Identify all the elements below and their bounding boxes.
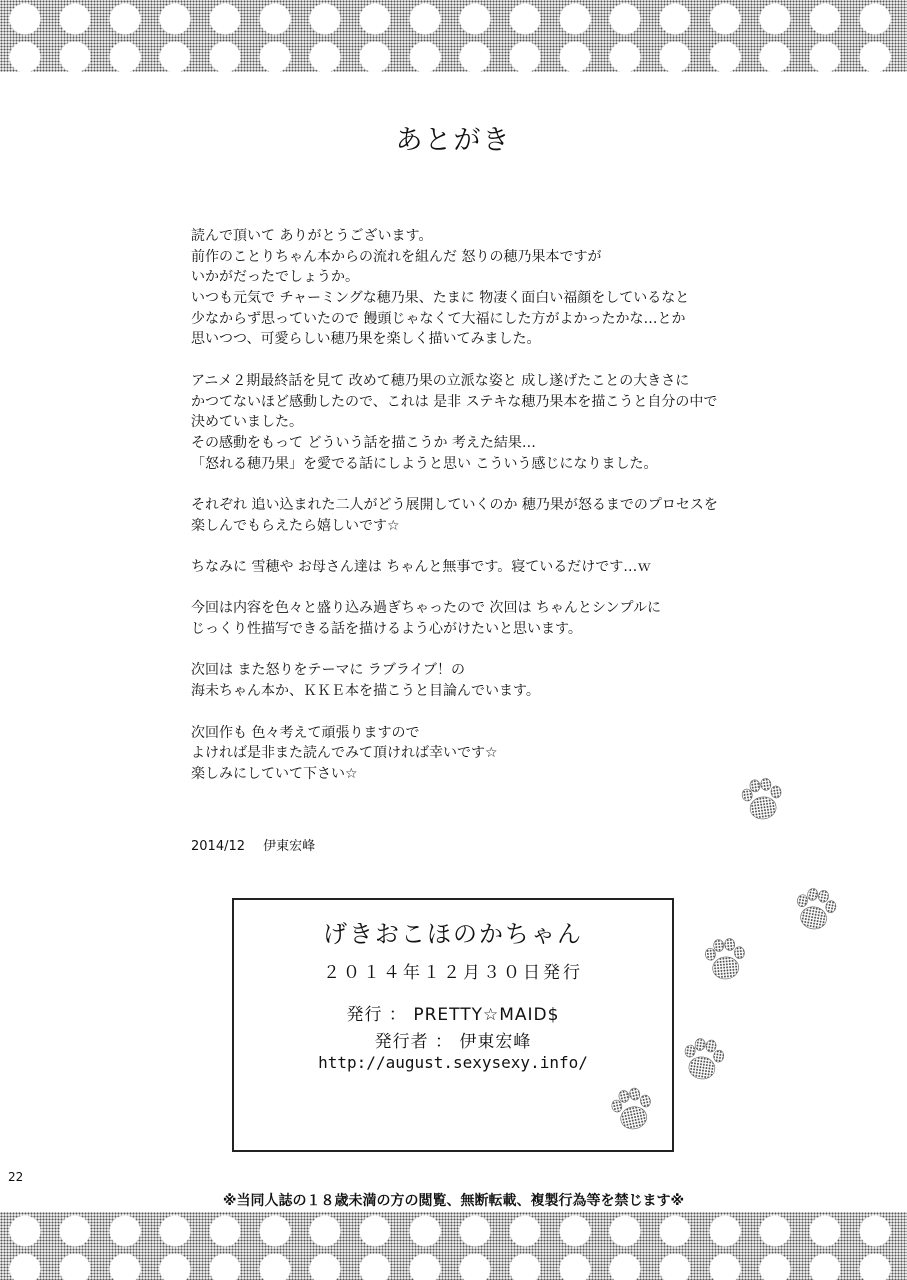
- paragraph: [191, 723, 811, 785]
- colophon-box: [232, 898, 674, 1152]
- text-line: 楽しんでもらえたら嬉しいです☆: [191, 517, 400, 534]
- text-line: 次回作も 色々考えて頑張りますので: [191, 724, 420, 741]
- text-line: アニメ２期最終話を見て 改めて穂乃果の立派な姿と 成し遂げたことの大きさに: [191, 372, 690, 389]
- paragraph: [191, 557, 811, 578]
- text-line: 読んで頂いて ありがとうございます。: [191, 228, 433, 244]
- paragraph: [191, 598, 811, 639]
- text-line: 海未ちゃん本か、ＫＫＥ本を描こうと目論んでいます。: [191, 683, 540, 700]
- text-line: ちなみに 雪穂や お母さん達は ちゃんと無事です。寝ているだけです…ｗ: [191, 559, 652, 575]
- paragraph: [191, 495, 811, 536]
- colophon-date: ２０１４年１２月３０日発行: [323, 963, 583, 983]
- colophon-url: http://august.sexysexy.info/: [318, 1053, 588, 1072]
- text-line: 少なからず思っていたので 饅頭じゃなくて大福にした方がよかったかな…とか: [191, 310, 686, 327]
- page-number: 22: [8, 1170, 24, 1184]
- signature-date: 2014/12: [191, 839, 246, 854]
- text-line: それぞれ 追い込まれた二人がどう展開していくのか 穂乃果が怒るまでのプロセスを: [191, 496, 718, 513]
- text-line: かつてないほど感動したので、これは 是非 ステキな穂乃果本を描こうと自分の中で: [191, 393, 718, 410]
- paw-print-icon: [704, 937, 746, 980]
- text-line: 決めていました。: [191, 414, 303, 431]
- signature: [191, 835, 329, 854]
- paragraph: [191, 660, 811, 701]
- paragraph: [191, 371, 811, 474]
- colophon-publisher: 発行 ： PRETTY☆MAID$: [346, 1005, 560, 1025]
- page-title: あとがき: [395, 125, 512, 156]
- text-line: じっくり性描写できる話を描けるよう心がけたいと思います。: [191, 621, 582, 638]
- text-line: よければ是非また読んでみて頂ければ幸いです☆: [191, 745, 498, 762]
- text-line: 思いつつ、可愛らしい穂乃果を楽しく描いてみました。: [191, 331, 541, 348]
- text-line: 前作のことりちゃん本からの流れを組んだ 怒りの穂乃果本ですが: [191, 248, 602, 265]
- text-line: その感動をもって どういう話を描こうか 考えた結果…: [191, 434, 536, 451]
- text-line: 次回は また怒りをテーマに ラブライブ！の: [191, 662, 466, 679]
- paw-print-icon: [682, 1037, 726, 1082]
- paw-print-icon: [793, 886, 838, 932]
- dot-pattern-border-bottom: [0, 1212, 907, 1280]
- text-line: いつも元気で チャーミングな穂乃果、たまに 物凄く面白い福顔をしているなと: [191, 290, 690, 307]
- text-line: 今回は内容を色々と盛り込み過ぎちゃったので 次回は ちゃんとシンプルに: [191, 600, 661, 617]
- paragraph: [191, 226, 811, 350]
- dot-pattern-border-top: [0, 0, 907, 72]
- signature-name: 伊東宏峰: [263, 839, 316, 854]
- afterword-body: [191, 226, 811, 805]
- text-line: いかがだったでしょうか。: [191, 269, 359, 286]
- text-line: 「怒れる穂乃果」を愛でる話にしようと思い こういう感じになりました。: [191, 455, 658, 472]
- colophon-author: 発行者 ： 伊東宏峰: [374, 1032, 532, 1052]
- age-restriction-notice: ※当同人誌の１８歳未満の方の閲覧、無断転載、複製行為等を禁じます※: [222, 1193, 685, 1209]
- text-line: 楽しみにしていて下さい☆: [191, 765, 358, 782]
- colophon-book-title: げきおこほのかちゃん: [323, 920, 583, 948]
